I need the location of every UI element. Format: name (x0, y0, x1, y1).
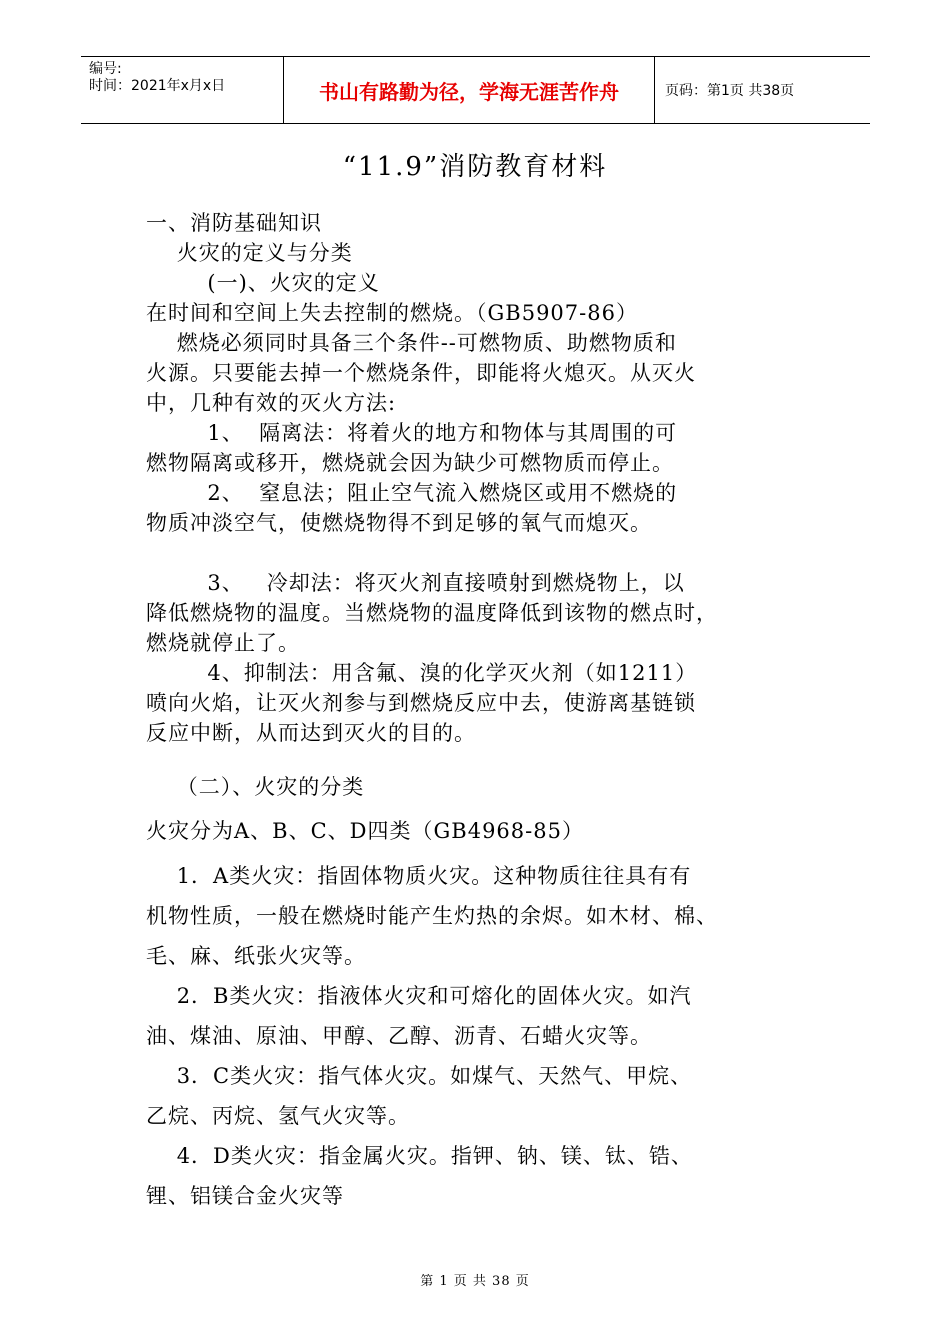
paragraph-line: 油、煤油、原油、甲醇、乙醇、沥青、石蜡火灾等。 (146, 1024, 652, 1048)
paragraph-line: 燃烧就停止了。 (146, 631, 300, 655)
paragraph-line: 乙烷、丙烷、氢气火灾等。 (146, 1104, 410, 1128)
subsection-heading: (一)、火灾的定义 (146, 271, 380, 295)
subsection-heading: （二）、火灾的分类 (146, 775, 365, 799)
page-header (81, 56, 870, 124)
paragraph-line: 毛、麻、纸张火灾等。 (146, 944, 366, 968)
paragraph-line: 4．D类火灾：指金属火灾。指钾、钠、镁、钛、锆、 (146, 1144, 693, 1168)
spacer (146, 538, 806, 568)
header-page-info: 页码：第1页 共38页 (665, 83, 795, 99)
paragraph-line: 锂、铝镁合金火灾等 (146, 1184, 344, 1208)
spacer (146, 846, 806, 856)
paragraph-line: 在时间和空间上失去控制的燃烧。（GB5907-86） (146, 301, 638, 325)
paragraph-line: 机物性质，一般在燃烧时能产生灼热的余烬。如木材、棉、 (146, 904, 718, 928)
paragraph-line: 1．A类火灾：指固体物质火灾。这种物质往往具有有 (146, 864, 692, 888)
paragraph-line: 3．C类火灾：指气体火灾。如煤气、天然气、甲烷、 (146, 1064, 693, 1088)
spacer (146, 802, 806, 816)
page-footer: 第 1 页 共 38 页 (420, 1274, 530, 1289)
time-label: 时间：2021年x月x日 (89, 78, 226, 94)
document-body (146, 208, 806, 1216)
paragraph-line: 燃烧必须同时具备三个条件--可燃物质、助燃物质和 (146, 331, 677, 355)
serial-label: 编号: (89, 61, 122, 77)
paragraph-line: 中，几种有效的灭火方法: (146, 391, 397, 415)
subsection-heading: 火灾的定义与分类 (146, 241, 353, 265)
document-title: “11.9”消防教育材料 (342, 152, 608, 182)
paragraph-line: 3、 冷却法：将灭火剂直接喷射到燃烧物上，以 (146, 571, 685, 595)
section-heading: 一、消防基础知识 (146, 211, 322, 235)
paragraph-line: 降低燃烧物的温度。当燃烧物的温度降低到该物的燃点时， (146, 601, 718, 625)
paragraph-line: 反应中断，从而达到灭火的目的。 (146, 721, 476, 745)
paragraph-line: 2．B类火灾：指液体火灾和可熔化的固体火灾。如汽 (146, 984, 692, 1008)
paragraph-line: 火灾分为A、B、C、D四类（GB4968-85） (146, 819, 584, 843)
paragraph-line: 物质冲淡空气，使燃烧物得不到足够的氧气而熄灭。 (146, 511, 652, 535)
paragraph-line: 燃物隔离或移开，燃烧就会因为缺少可燃物质而停止。 (146, 451, 674, 475)
spacer (146, 748, 806, 772)
paragraph-line: 喷向火焰，让灭火剂参与到燃烧反应中去，使游离基链锁 (146, 691, 696, 715)
header-meta (81, 57, 283, 123)
paragraph-line: 1、 隔离法：将着火的地方和物体与其周围的可 (146, 421, 678, 445)
paragraph-line: 4、抑制法：用含氟、溴的化学灭火剂（如1211） (146, 661, 698, 685)
paragraph-line: 2、 窒息法；阻止空气流入燃烧区或用不燃烧的 (146, 481, 678, 505)
header-motto: 书山有路勤为径，学海无涯苦作舟 (283, 57, 655, 123)
paragraph-line: 火源。只要能去掉一个燃烧条件，即能将火熄灭。从灭火 (146, 361, 696, 385)
